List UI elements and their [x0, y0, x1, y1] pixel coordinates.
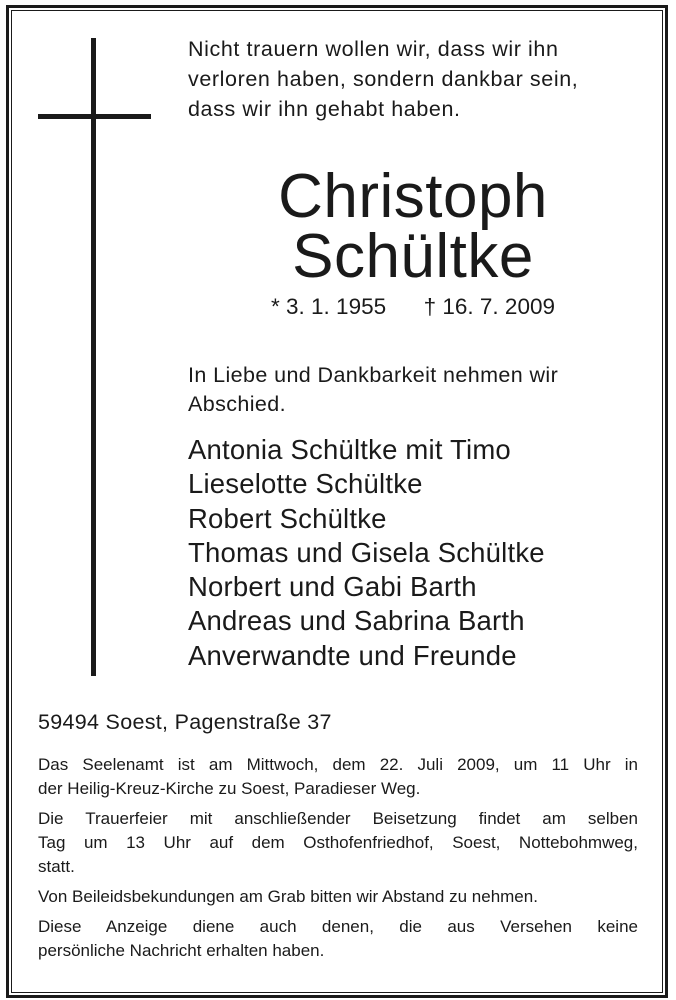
- mourners-list: [188, 433, 648, 673]
- note-line: Diese Anzeige diene auch denen, die aus Versehen keine: [38, 917, 638, 936]
- life-dates: * 3. 1. 1955 † 16. 7. 2009: [271, 294, 555, 319]
- requiem-note: [38, 753, 638, 801]
- farewell-line: In Liebe und Dankbarkeit nehmen wir: [188, 363, 559, 387]
- deceased-last-name: Schültke: [292, 222, 534, 291]
- quote-line: dass wir ihn gehabt haben.: [188, 97, 461, 121]
- condolences-note: [38, 885, 638, 909]
- family-address: 59494 Soest, Pagenstraße 37: [38, 710, 332, 734]
- farewell-line: Abschied.: [188, 392, 287, 416]
- quote-line: verloren haben, sondern dankbar sein,: [188, 67, 579, 91]
- mourner-name: Andreas und Sabrina Barth: [188, 605, 525, 637]
- service-notes: [38, 753, 638, 969]
- note-line: Die Trauerfeier mit anschließender Beisetzung findet am selben: [38, 809, 638, 828]
- memorial-quote: [188, 34, 648, 124]
- deceased-first-name: Christoph: [278, 162, 548, 231]
- note-line: statt.: [38, 857, 75, 876]
- funeral-note: [38, 807, 638, 879]
- mourner-name: Robert Schültke: [188, 502, 387, 534]
- cross-vertical-bar: [91, 38, 96, 676]
- mourner-name: Anverwandte und Freunde: [188, 639, 517, 671]
- farewell-text: [188, 361, 648, 419]
- note-line: persönliche Nachricht erhalten haben.: [38, 941, 325, 960]
- mourner-name: Thomas und Gisela Schültke: [188, 536, 545, 568]
- cross-horizontal-bar: [38, 114, 151, 119]
- note-line: Von Beileidsbekundungen am Grab bitten wir Abstand zu nehmen.: [38, 887, 538, 906]
- mourner-name: Antonia Schültke mit Timo: [188, 434, 511, 465]
- note-line: Das Seelenamt ist am Mittwoch, dem 22. Juli 2009, um 11 Uhr in: [38, 755, 638, 774]
- closing-note: [38, 915, 638, 963]
- note-line: der Heilig-Kreuz-Kirche zu Soest, Paradieser Weg.: [38, 779, 421, 798]
- mourner-name: Norbert und Gabi Barth: [188, 571, 477, 603]
- mourner-name: Lieselotte Schültke: [188, 468, 423, 500]
- note-line: Tag um 13 Uhr auf dem Osthofenfriedhof, Soest, Nottebohmweg,: [38, 833, 638, 852]
- quote-line: Nicht trauern wollen wir, dass wir ihn: [188, 37, 559, 61]
